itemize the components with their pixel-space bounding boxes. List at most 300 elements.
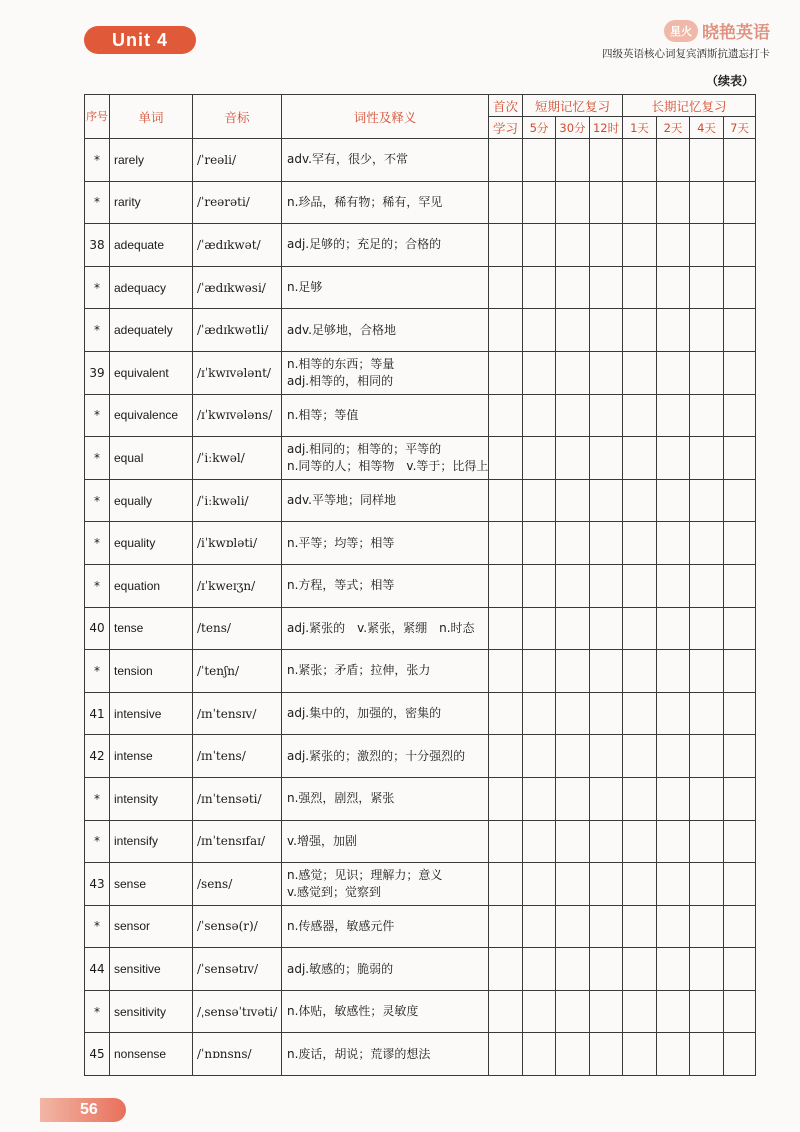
review-checkbox-cell[interactable] — [724, 650, 756, 693]
review-checkbox-cell[interactable] — [690, 351, 724, 394]
row-phonetic: /ˌsensəˈtɪvəti/ — [193, 990, 282, 1033]
review-checkbox-cell[interactable] — [489, 522, 523, 565]
row-phonetic: /ɪˈkwɪvələnt/ — [193, 351, 282, 394]
review-checkbox-cell[interactable] — [623, 692, 657, 735]
review-checkbox-cell[interactable] — [556, 224, 590, 267]
review-checkbox-cell[interactable] — [523, 607, 556, 650]
review-checkbox-cell[interactable] — [556, 351, 590, 394]
definition-line: adv.罕有，很少，不常 — [287, 152, 408, 167]
review-checkbox-cell[interactable] — [489, 224, 523, 267]
review-checkbox-cell[interactable] — [623, 735, 657, 778]
table-row — [85, 735, 756, 778]
review-checkbox-cell[interactable] — [523, 437, 556, 480]
row-definition — [282, 139, 489, 182]
review-checkbox-cell[interactable] — [724, 564, 756, 607]
review-checkbox-cell[interactable] — [489, 394, 523, 437]
row-word: tense — [110, 607, 193, 650]
row-number: 39 — [85, 351, 110, 394]
review-checkbox-cell[interactable] — [523, 905, 556, 948]
review-checkbox-cell[interactable] — [623, 564, 657, 607]
row-number: 45 — [85, 1033, 110, 1076]
definition-line: n.平等；均等；相等 — [287, 535, 395, 550]
review-checkbox-cell[interactable] — [556, 1033, 590, 1076]
review-checkbox-cell[interactable] — [690, 990, 724, 1033]
row-number: * — [85, 990, 110, 1033]
review-checkbox-cell[interactable] — [657, 948, 690, 991]
row-definition — [282, 990, 489, 1033]
review-checkbox-cell[interactable] — [657, 564, 690, 607]
review-checkbox-cell[interactable] — [623, 309, 657, 352]
review-checkbox-cell[interactable] — [489, 437, 523, 480]
review-checkbox-cell[interactable] — [623, 777, 657, 820]
review-checkbox-cell[interactable] — [724, 139, 756, 182]
review-checkbox-cell[interactable] — [556, 692, 590, 735]
review-checkbox-cell[interactable] — [556, 990, 590, 1033]
review-checkbox-cell[interactable] — [623, 224, 657, 267]
review-checkbox-cell[interactable] — [657, 692, 690, 735]
review-checkbox-cell[interactable] — [523, 777, 556, 820]
review-checkbox-cell[interactable] — [690, 1033, 724, 1076]
row-definition — [282, 692, 489, 735]
row-phonetic: /iˈkwɒləti/ — [193, 522, 282, 565]
review-checkbox-cell[interactable] — [724, 522, 756, 565]
review-checkbox-cell[interactable] — [590, 990, 623, 1033]
row-phonetic: /ɪnˈtensəti/ — [193, 777, 282, 820]
review-checkbox-cell[interactable] — [523, 820, 556, 863]
review-checkbox-cell[interactable] — [657, 1033, 690, 1076]
review-checkbox-cell[interactable] — [623, 479, 657, 522]
review-checkbox-cell[interactable] — [690, 820, 724, 863]
header-long-col: 2天 — [657, 117, 690, 139]
definition-line: n.足够 — [287, 280, 323, 295]
review-checkbox-cell[interactable] — [489, 905, 523, 948]
table-row — [85, 1033, 756, 1076]
review-checkbox-cell[interactable] — [657, 905, 690, 948]
row-phonetic: /ˈiːkwəli/ — [193, 479, 282, 522]
definition-line: n.强烈，剧烈，紧张 — [287, 791, 395, 806]
review-checkbox-cell[interactable] — [724, 479, 756, 522]
review-checkbox-cell[interactable] — [489, 351, 523, 394]
review-checkbox-cell[interactable] — [724, 820, 756, 863]
review-checkbox-cell[interactable] — [556, 522, 590, 565]
review-checkbox-cell[interactable] — [489, 777, 523, 820]
row-phonetic: /ˈædɪkwətli/ — [193, 309, 282, 352]
row-number: 41 — [85, 692, 110, 735]
review-checkbox-cell[interactable] — [657, 990, 690, 1033]
row-word: adequately — [110, 309, 193, 352]
review-checkbox-cell[interactable] — [623, 607, 657, 650]
review-checkbox-cell[interactable] — [690, 564, 724, 607]
review-checkbox-cell[interactable] — [724, 863, 756, 906]
review-checkbox-cell[interactable] — [556, 437, 590, 480]
review-checkbox-cell[interactable] — [590, 479, 623, 522]
review-checkbox-cell[interactable] — [657, 650, 690, 693]
row-definition — [282, 863, 489, 906]
review-checkbox-cell[interactable] — [657, 309, 690, 352]
review-checkbox-cell[interactable] — [523, 863, 556, 906]
review-checkbox-cell[interactable] — [724, 607, 756, 650]
review-checkbox-cell[interactable] — [690, 607, 724, 650]
review-checkbox-cell[interactable] — [590, 522, 623, 565]
review-checkbox-cell[interactable] — [523, 266, 556, 309]
review-checkbox-cell[interactable] — [590, 394, 623, 437]
header-word: 单词 — [110, 95, 193, 139]
review-checkbox-cell[interactable] — [623, 905, 657, 948]
review-checkbox-cell[interactable] — [556, 905, 590, 948]
review-checkbox-cell[interactable] — [657, 224, 690, 267]
row-number: 42 — [85, 735, 110, 778]
row-number: 44 — [85, 948, 110, 991]
review-checkbox-cell[interactable] — [623, 863, 657, 906]
review-checkbox-cell[interactable] — [724, 905, 756, 948]
row-phonetic: /tens/ — [193, 607, 282, 650]
review-checkbox-cell[interactable] — [523, 990, 556, 1033]
review-checkbox-cell[interactable] — [489, 564, 523, 607]
row-word: intensify — [110, 820, 193, 863]
review-checkbox-cell[interactable] — [523, 479, 556, 522]
review-checkbox-cell[interactable] — [724, 990, 756, 1033]
definition-line: v.感觉到；觉察到 — [287, 884, 381, 899]
review-checkbox-cell[interactable] — [724, 437, 756, 480]
review-checkbox-cell[interactable] — [623, 948, 657, 991]
review-checkbox-cell[interactable] — [489, 266, 523, 309]
review-checkbox-cell[interactable] — [690, 139, 724, 182]
row-number: * — [85, 139, 110, 182]
table-row — [85, 139, 756, 182]
review-checkbox-cell[interactable] — [724, 394, 756, 437]
row-phonetic: /ˈreərəti/ — [193, 181, 282, 224]
definition-line: v.增强，加剧 — [287, 833, 357, 848]
definition-line: n.体贴，敏感性；灵敏度 — [287, 1004, 419, 1019]
review-checkbox-cell[interactable] — [690, 948, 724, 991]
review-checkbox-cell[interactable] — [523, 394, 556, 437]
row-word: sensitivity — [110, 990, 193, 1033]
review-checkbox-cell[interactable] — [690, 437, 724, 480]
row-word: intense — [110, 735, 193, 778]
review-checkbox-cell[interactable] — [556, 863, 590, 906]
table-row — [85, 564, 756, 607]
row-word: rarity — [110, 181, 193, 224]
review-checkbox-cell[interactable] — [623, 139, 657, 182]
row-number: * — [85, 394, 110, 437]
review-checkbox-cell[interactable] — [724, 1033, 756, 1076]
row-phonetic: /ɪˈkweɪʒn/ — [193, 564, 282, 607]
review-checkbox-cell[interactable] — [523, 522, 556, 565]
review-checkbox-cell[interactable] — [690, 650, 724, 693]
table-row — [85, 181, 756, 224]
review-checkbox-cell[interactable] — [690, 905, 724, 948]
row-definition — [282, 224, 489, 267]
row-word: sensor — [110, 905, 193, 948]
vocabulary-table — [84, 94, 756, 1076]
review-checkbox-cell[interactable] — [556, 948, 590, 991]
review-checkbox-cell[interactable] — [623, 820, 657, 863]
review-checkbox-cell[interactable] — [523, 139, 556, 182]
row-number: * — [85, 905, 110, 948]
table-row — [85, 266, 756, 309]
review-checkbox-cell[interactable] — [489, 1033, 523, 1076]
row-phonetic: /sens/ — [193, 863, 282, 906]
review-checkbox-cell[interactable] — [523, 181, 556, 224]
review-checkbox-cell[interactable] — [556, 266, 590, 309]
review-checkbox-cell[interactable] — [523, 650, 556, 693]
review-checkbox-cell[interactable] — [724, 735, 756, 778]
row-number: * — [85, 522, 110, 565]
review-checkbox-cell[interactable] — [489, 863, 523, 906]
review-checkbox-cell[interactable] — [590, 266, 623, 309]
row-word: equivalence — [110, 394, 193, 437]
row-definition — [282, 437, 489, 480]
definition-line: n.紧张；矛盾；拉伸，张力 — [287, 663, 431, 678]
review-checkbox-cell[interactable] — [724, 948, 756, 991]
review-checkbox-cell[interactable] — [590, 1033, 623, 1076]
review-checkbox-cell[interactable] — [724, 224, 756, 267]
row-word: nonsense — [110, 1033, 193, 1076]
review-checkbox-cell[interactable] — [489, 948, 523, 991]
review-checkbox-cell[interactable] — [489, 607, 523, 650]
definition-line: adj.紧张的；激烈的；十分强烈的 — [287, 748, 466, 763]
unit-badge: Unit 4 — [84, 26, 196, 54]
row-phonetic: /ˈreəli/ — [193, 139, 282, 182]
review-checkbox-cell[interactable] — [489, 735, 523, 778]
table-row — [85, 437, 756, 480]
table-row — [85, 351, 756, 394]
review-checkbox-cell[interactable] — [690, 735, 724, 778]
row-word: sense — [110, 863, 193, 906]
table-row — [85, 224, 756, 267]
review-checkbox-cell[interactable] — [523, 564, 556, 607]
review-checkbox-cell[interactable] — [724, 181, 756, 224]
row-phonetic: /ˈsensətɪv/ — [193, 948, 282, 991]
table-row — [85, 692, 756, 735]
row-number: * — [85, 309, 110, 352]
review-checkbox-cell[interactable] — [690, 181, 724, 224]
review-checkbox-cell[interactable] — [590, 692, 623, 735]
row-definition — [282, 522, 489, 565]
table-row — [85, 820, 756, 863]
review-checkbox-cell[interactable] — [724, 266, 756, 309]
table-row — [85, 990, 756, 1033]
review-checkbox-cell[interactable] — [590, 820, 623, 863]
row-word: equivalent — [110, 351, 193, 394]
review-checkbox-cell[interactable] — [623, 351, 657, 394]
review-checkbox-cell[interactable] — [657, 820, 690, 863]
review-checkbox-cell[interactable] — [657, 266, 690, 309]
row-number: * — [85, 650, 110, 693]
review-checkbox-cell[interactable] — [590, 181, 623, 224]
row-phonetic: /ɪnˈtensɪv/ — [193, 692, 282, 735]
row-word: adequate — [110, 224, 193, 267]
row-phonetic: /ˈædɪkwət/ — [193, 224, 282, 267]
review-checkbox-cell[interactable] — [556, 735, 590, 778]
review-checkbox-cell[interactable] — [489, 181, 523, 224]
review-checkbox-cell[interactable] — [556, 394, 590, 437]
review-checkbox-cell[interactable] — [657, 607, 690, 650]
table-row — [85, 863, 756, 906]
review-checkbox-cell[interactable] — [690, 394, 724, 437]
review-checkbox-cell[interactable] — [690, 863, 724, 906]
book-subtitle: 四级英语核心词复宾洒斯抗遗忘打卡 — [602, 48, 770, 60]
review-checkbox-cell[interactable] — [657, 181, 690, 224]
review-checkbox-cell[interactable] — [657, 351, 690, 394]
review-checkbox-cell[interactable] — [657, 394, 690, 437]
table-row — [85, 905, 756, 948]
review-checkbox-cell[interactable] — [623, 181, 657, 224]
page-number: 56 — [80, 1101, 98, 1118]
row-phonetic: /ˈtenʃn/ — [193, 650, 282, 693]
review-checkbox-cell[interactable] — [690, 309, 724, 352]
review-checkbox-cell[interactable] — [489, 139, 523, 182]
review-checkbox-cell[interactable] — [489, 650, 523, 693]
row-word: equality — [110, 522, 193, 565]
review-checkbox-cell[interactable] — [523, 309, 556, 352]
definition-line: adj.集中的，加强的，密集的 — [287, 706, 442, 721]
row-number: * — [85, 564, 110, 607]
header-long-col: 7天 — [724, 117, 756, 139]
review-checkbox-cell[interactable] — [590, 351, 623, 394]
review-checkbox-cell[interactable] — [657, 479, 690, 522]
review-checkbox-cell[interactable] — [590, 905, 623, 948]
review-checkbox-cell[interactable] — [657, 437, 690, 480]
header-phonetic: 音标 — [193, 95, 282, 139]
row-definition — [282, 777, 489, 820]
header-short-col: 30分 — [556, 117, 590, 139]
row-phonetic: /ˈsensə(r)/ — [193, 905, 282, 948]
review-checkbox-cell[interactable] — [623, 522, 657, 565]
row-definition — [282, 479, 489, 522]
review-checkbox-cell[interactable] — [724, 309, 756, 352]
row-definition — [282, 735, 489, 778]
review-checkbox-cell[interactable] — [690, 224, 724, 267]
review-checkbox-cell[interactable] — [489, 479, 523, 522]
definition-line: adv.平等地；同样地 — [287, 493, 396, 508]
row-number: * — [85, 820, 110, 863]
review-checkbox-cell[interactable] — [657, 139, 690, 182]
definition-line: adj.足够的；充足的；合格的 — [287, 237, 442, 252]
review-checkbox-cell[interactable] — [489, 309, 523, 352]
row-number: * — [85, 266, 110, 309]
review-checkbox-cell[interactable] — [690, 692, 724, 735]
review-checkbox-cell[interactable] — [556, 309, 590, 352]
review-checkbox-cell[interactable] — [556, 564, 590, 607]
header-long-col: 1天 — [623, 117, 657, 139]
review-checkbox-cell[interactable] — [590, 777, 623, 820]
review-checkbox-cell[interactable] — [724, 692, 756, 735]
row-word: intensity — [110, 777, 193, 820]
review-checkbox-cell[interactable] — [690, 479, 724, 522]
row-phonetic: /ˈædɪkwəsi/ — [193, 266, 282, 309]
review-checkbox-cell[interactable] — [556, 650, 590, 693]
brand-logo-icon: 星火 — [664, 20, 698, 42]
review-checkbox-cell[interactable] — [590, 607, 623, 650]
review-checkbox-cell[interactable] — [623, 1033, 657, 1076]
row-word: intensive — [110, 692, 193, 735]
review-checkbox-cell[interactable] — [657, 735, 690, 778]
review-checkbox-cell[interactable] — [590, 863, 623, 906]
review-checkbox-cell[interactable] — [657, 522, 690, 565]
definition-line: adj.相等的，相同的 — [287, 373, 394, 388]
row-definition — [282, 564, 489, 607]
review-checkbox-cell[interactable] — [556, 820, 590, 863]
review-checkbox-cell[interactable] — [724, 351, 756, 394]
review-checkbox-cell[interactable] — [657, 863, 690, 906]
header-short-col: 5分 — [523, 117, 556, 139]
review-checkbox-cell[interactable] — [556, 139, 590, 182]
header-short-term: 短期记忆复习 — [523, 95, 623, 117]
review-checkbox-cell[interactable] — [623, 650, 657, 693]
table-row — [85, 607, 756, 650]
definition-line: adj.敏感的；脆弱的 — [287, 961, 394, 976]
review-checkbox-cell[interactable] — [556, 479, 590, 522]
row-definition — [282, 948, 489, 991]
row-definition — [282, 820, 489, 863]
review-checkbox-cell[interactable] — [623, 394, 657, 437]
row-definition — [282, 394, 489, 437]
review-checkbox-cell[interactable] — [623, 990, 657, 1033]
definition-line: n.方程，等式；相等 — [287, 578, 395, 593]
definition-line: adj.相同的；相等的；平等的 — [287, 441, 442, 456]
row-number: 43 — [85, 863, 110, 906]
review-checkbox-cell[interactable] — [556, 181, 590, 224]
review-checkbox-cell[interactable] — [489, 820, 523, 863]
review-checkbox-cell[interactable] — [690, 522, 724, 565]
row-number: * — [85, 479, 110, 522]
review-checkbox-cell[interactable] — [590, 948, 623, 991]
review-checkbox-cell[interactable] — [690, 777, 724, 820]
review-checkbox-cell[interactable] — [590, 139, 623, 182]
review-checkbox-cell[interactable] — [523, 692, 556, 735]
review-checkbox-cell[interactable] — [590, 735, 623, 778]
review-checkbox-cell[interactable] — [623, 266, 657, 309]
header-first-study-top: 首次 — [489, 95, 523, 117]
row-definition — [282, 607, 489, 650]
review-checkbox-cell[interactable] — [590, 224, 623, 267]
definition-line: n.相等；等值 — [287, 407, 359, 422]
review-checkbox-cell[interactable] — [523, 948, 556, 991]
review-checkbox-cell[interactable] — [523, 735, 556, 778]
row-word: tension — [110, 650, 193, 693]
review-checkbox-cell[interactable] — [690, 266, 724, 309]
review-checkbox-cell[interactable] — [657, 777, 690, 820]
review-checkbox-cell[interactable] — [623, 437, 657, 480]
review-checkbox-cell[interactable] — [724, 777, 756, 820]
row-definition — [282, 181, 489, 224]
row-definition — [282, 905, 489, 948]
review-checkbox-cell[interactable] — [489, 692, 523, 735]
row-word: sensitive — [110, 948, 193, 991]
row-phonetic: /ɪˈkwɪvələns/ — [193, 394, 282, 437]
row-number: * — [85, 777, 110, 820]
review-checkbox-cell[interactable] — [523, 1033, 556, 1076]
row-definition — [282, 309, 489, 352]
row-definition — [282, 1033, 489, 1076]
row-word: rarely — [110, 139, 193, 182]
row-number: 40 — [85, 607, 110, 650]
review-checkbox-cell[interactable] — [523, 351, 556, 394]
review-checkbox-cell[interactable] — [590, 564, 623, 607]
row-definition — [282, 266, 489, 309]
review-checkbox-cell[interactable] — [556, 607, 590, 650]
review-checkbox-cell[interactable] — [590, 650, 623, 693]
review-checkbox-cell[interactable] — [590, 309, 623, 352]
review-checkbox-cell[interactable] — [590, 437, 623, 480]
review-checkbox-cell[interactable] — [556, 777, 590, 820]
row-word: equal — [110, 437, 193, 480]
review-checkbox-cell[interactable] — [523, 224, 556, 267]
header-pos-def: 词性及释义 — [282, 95, 489, 139]
review-checkbox-cell[interactable] — [489, 990, 523, 1033]
header-first-study-bottom: 学习 — [489, 117, 523, 139]
